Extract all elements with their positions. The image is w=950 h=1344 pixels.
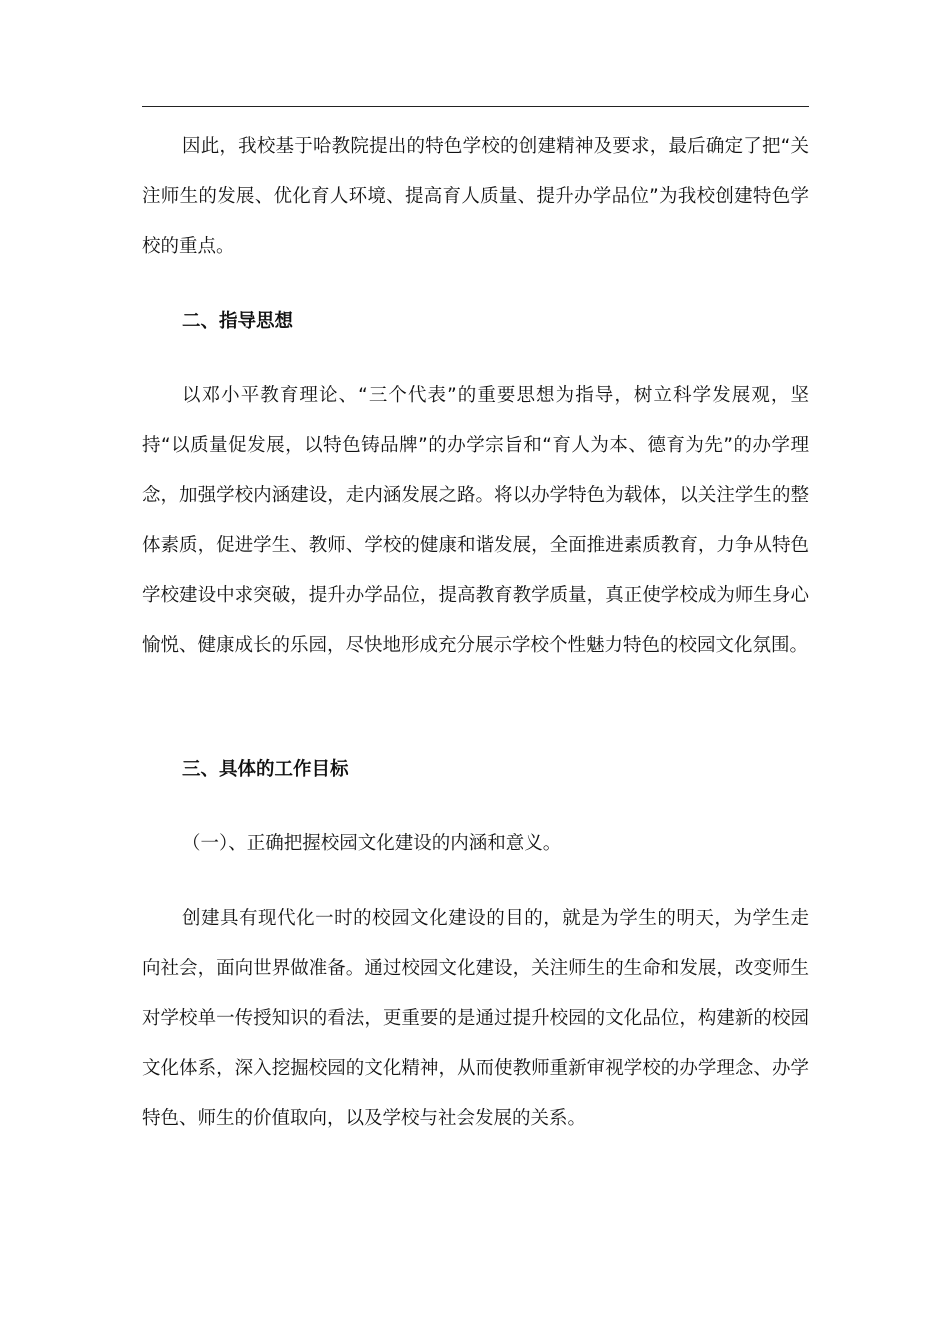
subsection-heading: （一）、正确把握校园文化建设的内涵和意义。 (182, 833, 562, 854)
goal-paragraph: 创建具有现代化一时的校园文化建设的目的，就是为学生的明天，为学生走向社会，面向世界做准备。通过校园文化建设，关注师生的生命和发展，改变师生对学校单一传授知识的看法，更重要的是通过提升校园的文化品位，构建新的校园文化体系，深入挖掘校园的文化精神，从而使教师重新审视学校的办学理念、办学特色、师生的价值取向，以及学校与社会发展的关系。 (142, 908, 809, 1129)
section-heading-work-goals: 三、具体的工作目标 (182, 759, 349, 780)
guiding-thought-paragraph: 以邓小平教育理论、“三个代表”的重要思想为指导，树立科学发展观，坚持“以质量促发展，以特色铸品牌”的办学宗旨和“育人为本、德育为先”的办学理念，加强学校内涵建设，走内涵发展之路。将以办学特色为载体，以关注学生的整体素质，促进学生、教师、学校的健康和谐发展，全面推进素质教育，力争从特色学校建设中求突破，提升办学品位，提高教育教学质量，真正使学校成为师生身心愉悦、健康成长的乐园，尽快地形成充分展示学校个性魅力特色的校园文化氛围。 (142, 385, 809, 656)
section-heading-guiding-thought: 二、指导思想 (182, 311, 294, 332)
intro-paragraph: 因此，我校基于哈教院提出的特色学校的创建精神及要求，最后确定了把“关注师生的发展、优化育人环境、提高育人质量、提升办学品位”为我校创建特色学校的重点。 (142, 136, 809, 257)
header-rule (142, 106, 809, 107)
